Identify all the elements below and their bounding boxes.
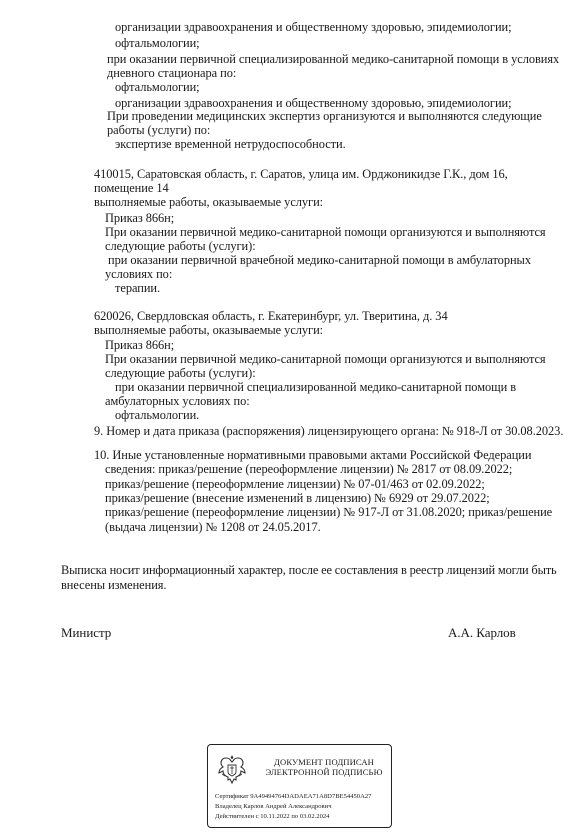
- address-line: помещение 14: [94, 181, 169, 195]
- body-line: терапии.: [115, 281, 161, 295]
- body-line: следующие работы (услуги):: [105, 239, 256, 253]
- body-line: амбулаторных условиях по:: [105, 394, 250, 408]
- electronic-signature-stamp: [207, 744, 392, 828]
- body-line: офтальмологии;: [115, 80, 200, 94]
- other-info-line: приказ/решение (переоформление лицензии) № 917-Л от 31.08.2020; приказ/решение: [105, 505, 553, 519]
- body-line: следующие работы (услуги):: [105, 366, 256, 380]
- body-line: при оказании первичной специализированной медико-санитарной помощи в условиях: [107, 52, 560, 66]
- disclaimer-line: внесены изменения.: [61, 578, 167, 592]
- other-info-line: сведения: приказ/решение (переоформление лицензии) № 2817 от 08.09.2022;: [105, 462, 513, 476]
- certificate-serial: Сертификат 9A49494764DADAEA71A8D7BE54450A27: [215, 793, 372, 800]
- stamp-title-line2: ЭЛЕКТРОННОЙ ПОДПИСЬЮ: [265, 767, 383, 777]
- body-line: выполняемые работы, оказываемые услуги:: [94, 195, 324, 209]
- body-line: офтальмологии.: [115, 408, 200, 422]
- stamp-title-line1: ДОКУМЕНТ ПОДПИСАН: [274, 757, 374, 767]
- body-line: При оказании первичной медико-санитарной помощи организуются и выполняются: [105, 352, 546, 366]
- certificate-validity: Действителен с 10.11.2022 по 03.02.2024: [215, 813, 330, 820]
- body-line: Приказ 866н;: [105, 338, 175, 352]
- address-line: 620026, Свердловская область, г. Екатеринбург, ул. Тверитина, д. 34: [94, 309, 448, 323]
- body-line: дневного стационара по:: [107, 66, 237, 80]
- body-line: организации здравоохранения и общественному здоровью, эпидемиологии;: [115, 96, 512, 110]
- other-info-line: приказ/решение (переоформление лицензии) № 07-01/463 от 02.09.2022;: [105, 477, 485, 491]
- other-info-line: (выдача лицензии) № 1208 от 24.05.2017.: [105, 520, 321, 534]
- body-line: офтальмологии;: [115, 36, 200, 50]
- body-line: При проведении медицинских экспертиз организуются и выполняются следующие: [107, 109, 542, 123]
- coat-of-arms-icon: [216, 752, 248, 786]
- body-line: организации здравоохранения и общественному здоровью, эпидемиологии;: [115, 20, 512, 34]
- disclaimer-line: Выписка носит информационный характер, после ее составления в реестр лицензий могли быть: [61, 563, 557, 577]
- certificate-owner: Владелец Карлов Андрей Александрович: [215, 803, 332, 810]
- signatory-role: Министр: [61, 625, 112, 640]
- body-line: работы (услуги) по:: [107, 123, 211, 137]
- body-line: Приказ 866н;: [105, 211, 175, 225]
- body-line: условиях по:: [105, 267, 173, 281]
- address-line: 410015, Саратовская область, г. Саратов, улица им. Орджоникидзе Г.К., дом 16,: [94, 167, 508, 181]
- other-info-line: приказ/решение (внесение изменений в лицензию) № 6929 от 29.07.2022;: [105, 491, 490, 505]
- body-line: При оказании первичной медико-санитарной помощи организуются и выполняются: [105, 225, 546, 239]
- order-number-line: 9. Номер и дата приказа (распоряжения) лицензирующего органа: № 918-Л от 30.08.2023.: [94, 424, 564, 438]
- body-line: экспертизе временной нетрудоспособности.: [115, 137, 346, 151]
- signatory-name: А.А. Карлов: [448, 625, 516, 640]
- body-line: при оказании первичной специализированной медико-санитарной помощи в: [115, 380, 517, 394]
- other-info-line: 10. Иные установленные нормативными правовыми актами Российской Федерации: [94, 448, 532, 462]
- body-line: выполняемые работы, оказываемые услуги:: [94, 323, 324, 337]
- body-line: при оказании первичной врачебной медико-санитарной помощи в амбулаторных: [108, 253, 531, 267]
